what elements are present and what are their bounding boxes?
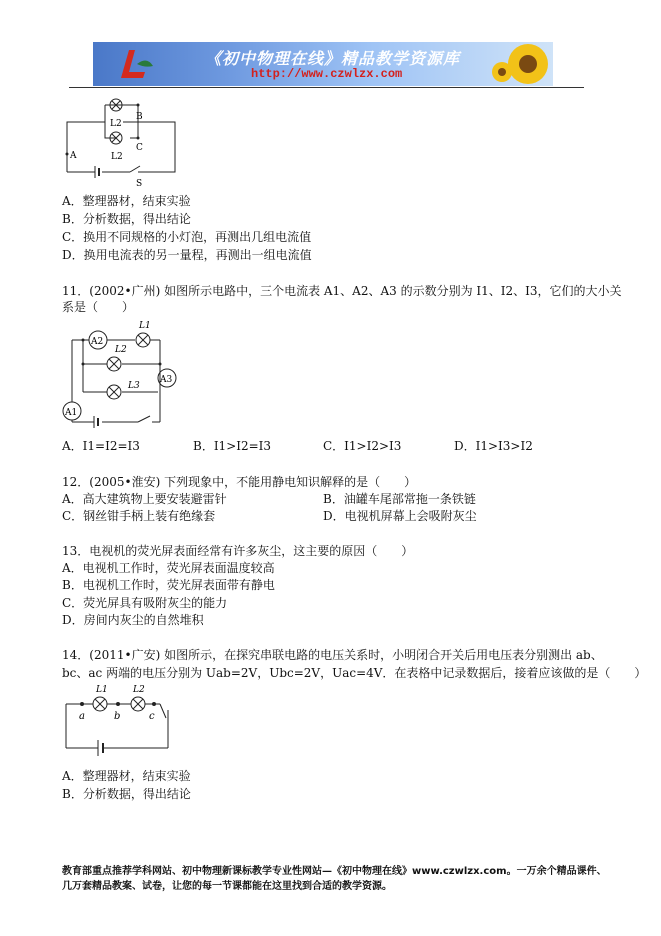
circuit-diagram-1 (60, 96, 185, 188)
q12-stem: 12．(2005•淮安) 下列现象中，不能用静电知识解释的是（ ） (62, 475, 417, 489)
diagram1-label: L2 (110, 119, 122, 129)
q14-option-b: B．分析数据，得出结论 (62, 787, 191, 801)
diagram2-label: A2 (91, 337, 104, 347)
q14-stem-line2: bc、ac 两端的电压分别为 Uab=2V，Ubc=2V，Uac=4V．在表格中记录数据后，接着应该做的是（ ） (62, 666, 647, 680)
sunflower-icon (488, 42, 553, 86)
q10-option-a: A．整理器材，结束实验 (62, 194, 191, 208)
header-banner (93, 42, 553, 86)
diagram1-label: S (136, 179, 143, 188)
q11-option-d: D．I1>I3>I2 (454, 439, 533, 453)
diagram1-label: C (136, 143, 143, 153)
q13-option-a: A．电视机工作时，荧光屏表面温度较高 (62, 561, 275, 575)
q13-stem: 13．电视机的荧光屏表面经常有许多灰尘，这主要的原因（ ） (62, 544, 414, 558)
q10-option-d: D．换用电流表的另一量程，再测出一组电流值 (62, 248, 312, 262)
footer-line1: 教育部重点推荐学科网站、初中物理新课标教学专业性网站—《初中物理在线》www.czwlzx.com。一万余个精品课件、 (62, 866, 607, 877)
diagram1-label: A (70, 151, 77, 161)
diagram2-label: L2 (115, 345, 127, 355)
banner-title: 《初中物理在线》精品教学资源库 (205, 49, 461, 68)
q11-option-a: A．I1=I2=I3 (62, 439, 140, 453)
q12-option-d: D．电视机屏幕上会吸附灰尘 (323, 509, 477, 523)
logo-icon (115, 46, 155, 82)
q11-option-c: C．I1>I2>I3 (323, 439, 402, 453)
q11-option-b: B．I1>I2=I3 (193, 439, 272, 453)
q13-option-b: B．电视机工作时，荧光屏表面带有静电 (62, 578, 275, 592)
q14-stem-line1: 14．(2011•广安) 如图所示，在探究串联电路的电压关系时，小明闭合开关后用电压表分别测出 ab、 (62, 648, 603, 662)
circuit-diagram-2 (60, 316, 185, 428)
q11-stem-line1: 11．(2002•广州) 如图所示电路中，三个电流表 A1、A2、A3 的示数分别为 I1、I2、I3，它们的大小关 (62, 284, 622, 298)
header-divider (69, 87, 584, 88)
diagram2-label: A3 (160, 375, 173, 385)
q11-stem-line2: 系是（ ） (62, 300, 135, 314)
q13-option-d: D．房间内灰尘的自然堆积 (62, 613, 204, 627)
q14-option-a: A．整理器材，结束实验 (62, 769, 191, 783)
q12-option-c: C．钢丝钳手柄上装有绝缘套 (62, 509, 216, 523)
circuit-diagram-3 (60, 682, 180, 764)
diagram3-label: a (79, 711, 85, 722)
q13-option-c: C．荧光屏具有吸附灰尘的能力 (62, 596, 228, 610)
q12-option-b: B．油罐车尾部常拖一条铁链 (323, 492, 476, 506)
diagram2-label: A1 (65, 408, 78, 418)
diagram1-label: B (136, 112, 143, 122)
diagram1-label: L2 (111, 152, 123, 162)
q10-option-c: C．换用不同规格的小灯泡，再测出几组电流值 (62, 230, 312, 244)
diagram2-label: L3 (128, 381, 140, 391)
q10-option-b: B．分析数据，得出结论 (62, 212, 191, 226)
diagram3-label: L1 (96, 685, 108, 695)
q12-option-a: A．高大建筑物上要安装避雷针 (62, 492, 227, 506)
diagram3-label: b (114, 711, 121, 722)
diagram3-label: L2 (133, 685, 145, 695)
diagram2-label: L1 (139, 321, 151, 331)
diagram3-label: c (149, 711, 155, 722)
footer-line2: 几万套精品教案、试卷，让您的每一节课都能在这里找到合适的教学资源。 (62, 881, 392, 892)
banner-url: http://www.czwlzx.com (251, 67, 403, 81)
